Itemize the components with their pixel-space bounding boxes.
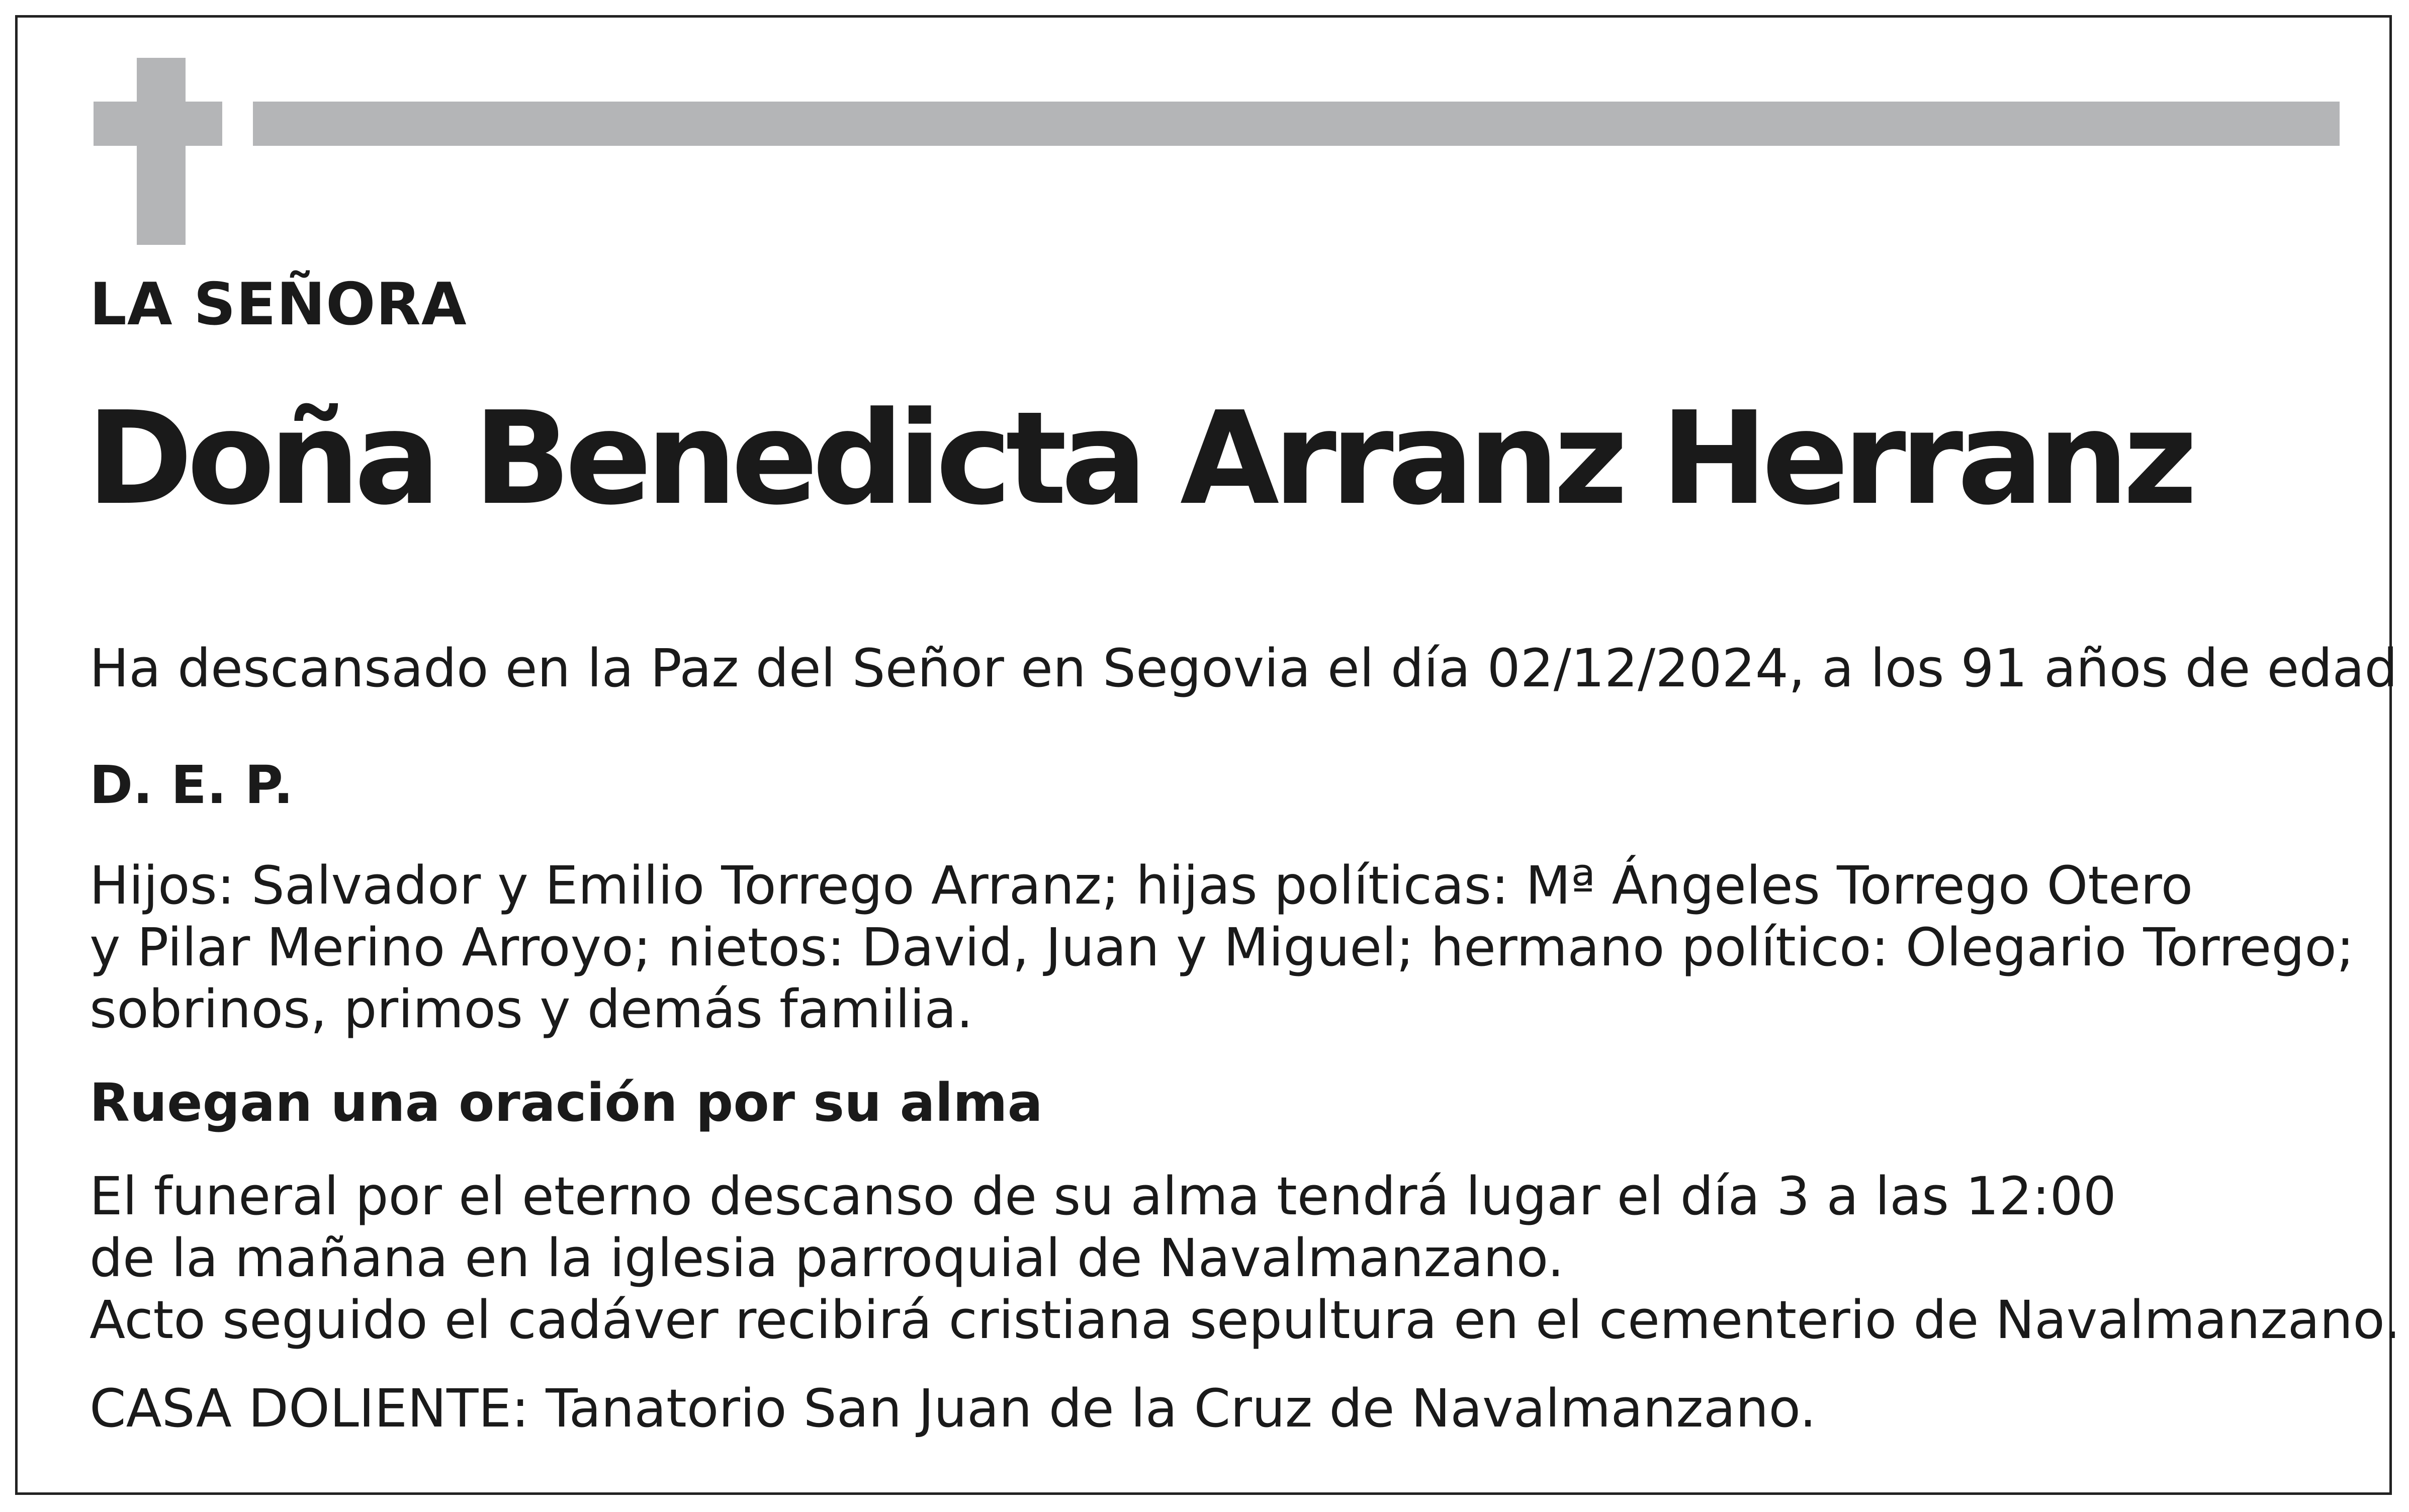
dep-text: D. E. P. <box>90 754 294 816</box>
family-line: sobrinos, primos y demás familia. <box>90 979 973 1040</box>
prayer-request: Ruegan una oración por su alma <box>90 1072 1043 1133</box>
death-notice: Ha descansado en la Paz del Señor en Segovia el día 02/12/2024, a los 91 años de edad <box>90 638 2398 699</box>
cross-icon <box>137 58 186 245</box>
header-rule <box>253 102 2340 146</box>
funeral-line: El funeral por el eterno descanso de su alma tendrá lugar el día 3 a las 12:00 <box>90 1166 2116 1227</box>
funeral-line: Acto seguido el cadáver recibirá cristiana sepultura en el cementerio de Navalmanzano. <box>90 1289 2401 1351</box>
deceased-name: Doña Benedicta Arranz Herranz <box>86 384 2192 533</box>
family-line: y Pilar Merino Arroyo; nietos: David, Juan y Miguel; hermano político: Olegario Torrego; <box>90 917 2354 978</box>
funeral-line: de la mañana en la iglesia parroquial de Navalmanzano. <box>90 1227 1564 1289</box>
pre-title: LA SEÑORA <box>90 271 467 338</box>
family-line: Hijos: Salvador y Emilio Torrego Arranz; hijas políticas: Mª Ángeles Torrego Otero <box>90 855 2193 916</box>
funeral-details <box>90 1166 2400 1351</box>
mourning-house: CASA DOLIENTE: Tanatorio San Juan de la Cruz de Navalmanzano. <box>90 1378 1817 1439</box>
family-list <box>90 855 2354 1040</box>
cross-icon-arm <box>94 102 222 146</box>
